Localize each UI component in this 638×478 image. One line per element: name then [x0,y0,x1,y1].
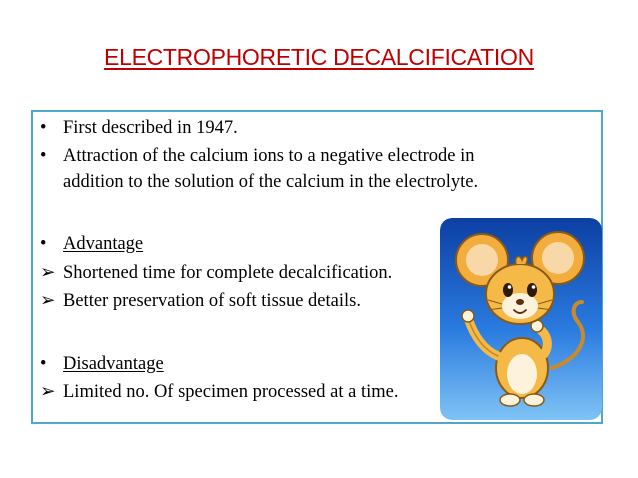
bullet-text: Shortened time for complete decalcification. [63,263,393,283]
bullet-marker: • [40,354,47,374]
bullet-text-continuation: addition to the solution of the calcium in the electrolyte. [63,172,479,192]
bullet-marker: • [40,234,47,254]
arrow-bullet-icon: ➢ [40,382,56,402]
bullet-text: Attraction of the calcium ions to a negative electrode in [63,146,475,166]
advantage-heading: Advantage [63,234,144,254]
arrow-bullet-icon: ➢ [40,263,56,283]
bullet-text: Limited no. Of specimen processed at a time. [63,382,399,402]
bullet-text: First described in 1947. [63,118,238,138]
bullet-marker: • [40,118,47,138]
cartoon-mouse-image [440,218,602,420]
bullet-text: Better preservation of soft tissue details. [63,291,361,311]
bullet-marker: • [40,146,47,166]
arrow-bullet-icon: ➢ [40,291,56,311]
slide-title: ELECTROPHORETIC DECALCIFICATION [104,44,534,70]
disadvantage-heading: Disadvantage [63,354,164,374]
